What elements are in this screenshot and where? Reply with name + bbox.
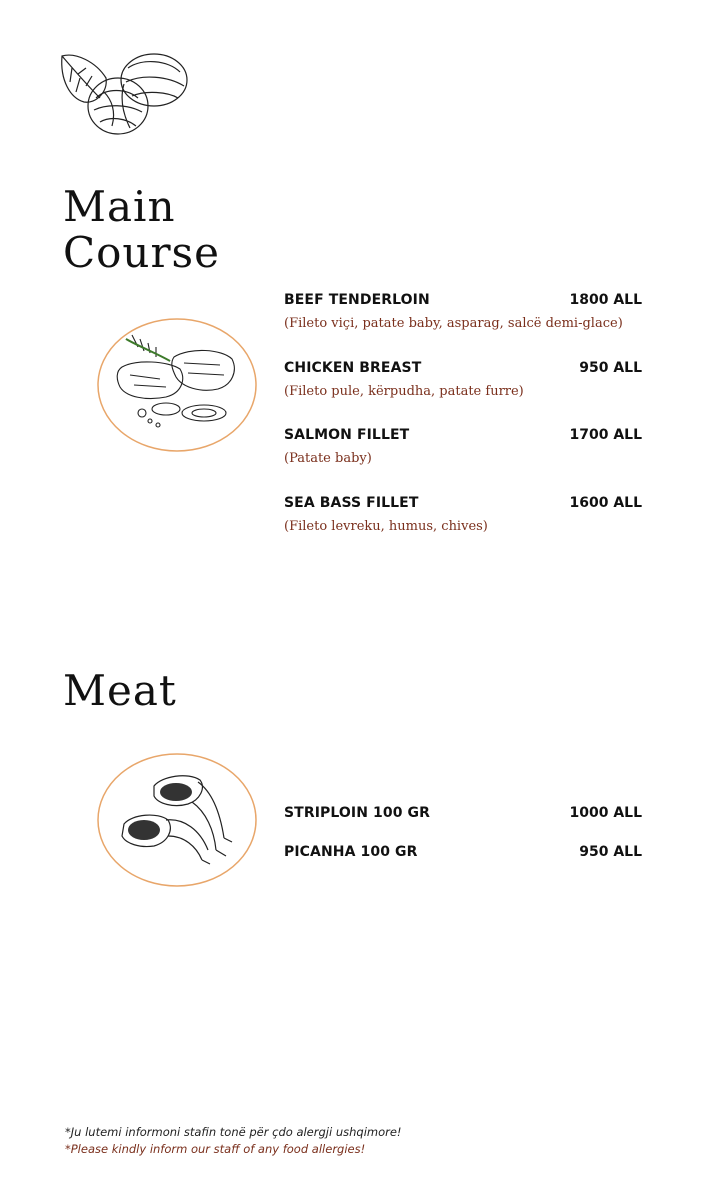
menu-item (284, 495, 642, 534)
allergy-notice-english: *Please kindly inform our staff of any food allergies! (65, 1142, 366, 1156)
item-price: 1000 ALL (569, 805, 642, 821)
menu-item (284, 805, 642, 821)
menu-item (284, 427, 642, 466)
main-course-title-line1: Main (63, 182, 176, 231)
lamb-rack-illustration-icon (96, 752, 258, 888)
meat-title: Meat (63, 666, 177, 715)
menu-item (284, 292, 642, 331)
item-description: (Fileto viçi, patate baby, asparag, salcë demi-glace) (284, 316, 623, 331)
item-name: BEEF TENDERLOIN (284, 292, 430, 308)
item-price: 1700 ALL (569, 427, 642, 443)
item-name: SEA BASS FILLET (284, 495, 419, 511)
walnut-illustration-icon (56, 48, 192, 140)
main-course-title (63, 184, 220, 276)
item-name: SALMON FILLET (284, 427, 410, 443)
item-price: 950 ALL (579, 360, 642, 376)
allergy-notice (65, 1124, 402, 1158)
item-name: CHICKEN BREAST (284, 360, 422, 376)
item-description: (Fileto levreku, humus, chives) (284, 519, 488, 534)
item-name: PICANHA 100 GR (284, 844, 418, 860)
item-name: STRIPLOIN 100 GR (284, 805, 430, 821)
main-course-title-line2: Course (63, 228, 220, 277)
item-price: 1600 ALL (569, 495, 642, 511)
menu-item (284, 360, 642, 399)
item-description: (Patate baby) (284, 451, 372, 466)
item-price: 1800 ALL (569, 292, 642, 308)
allergy-notice-albanian: *Ju lutemi informoni stafin tonë për çdo alergji ushqimore! (65, 1125, 402, 1139)
chicken-dish-illustration-icon (96, 317, 258, 453)
menu-item (284, 844, 642, 860)
item-description: (Fileto pule, kërpudha, patate furre) (284, 384, 524, 399)
item-price: 950 ALL (579, 844, 642, 860)
